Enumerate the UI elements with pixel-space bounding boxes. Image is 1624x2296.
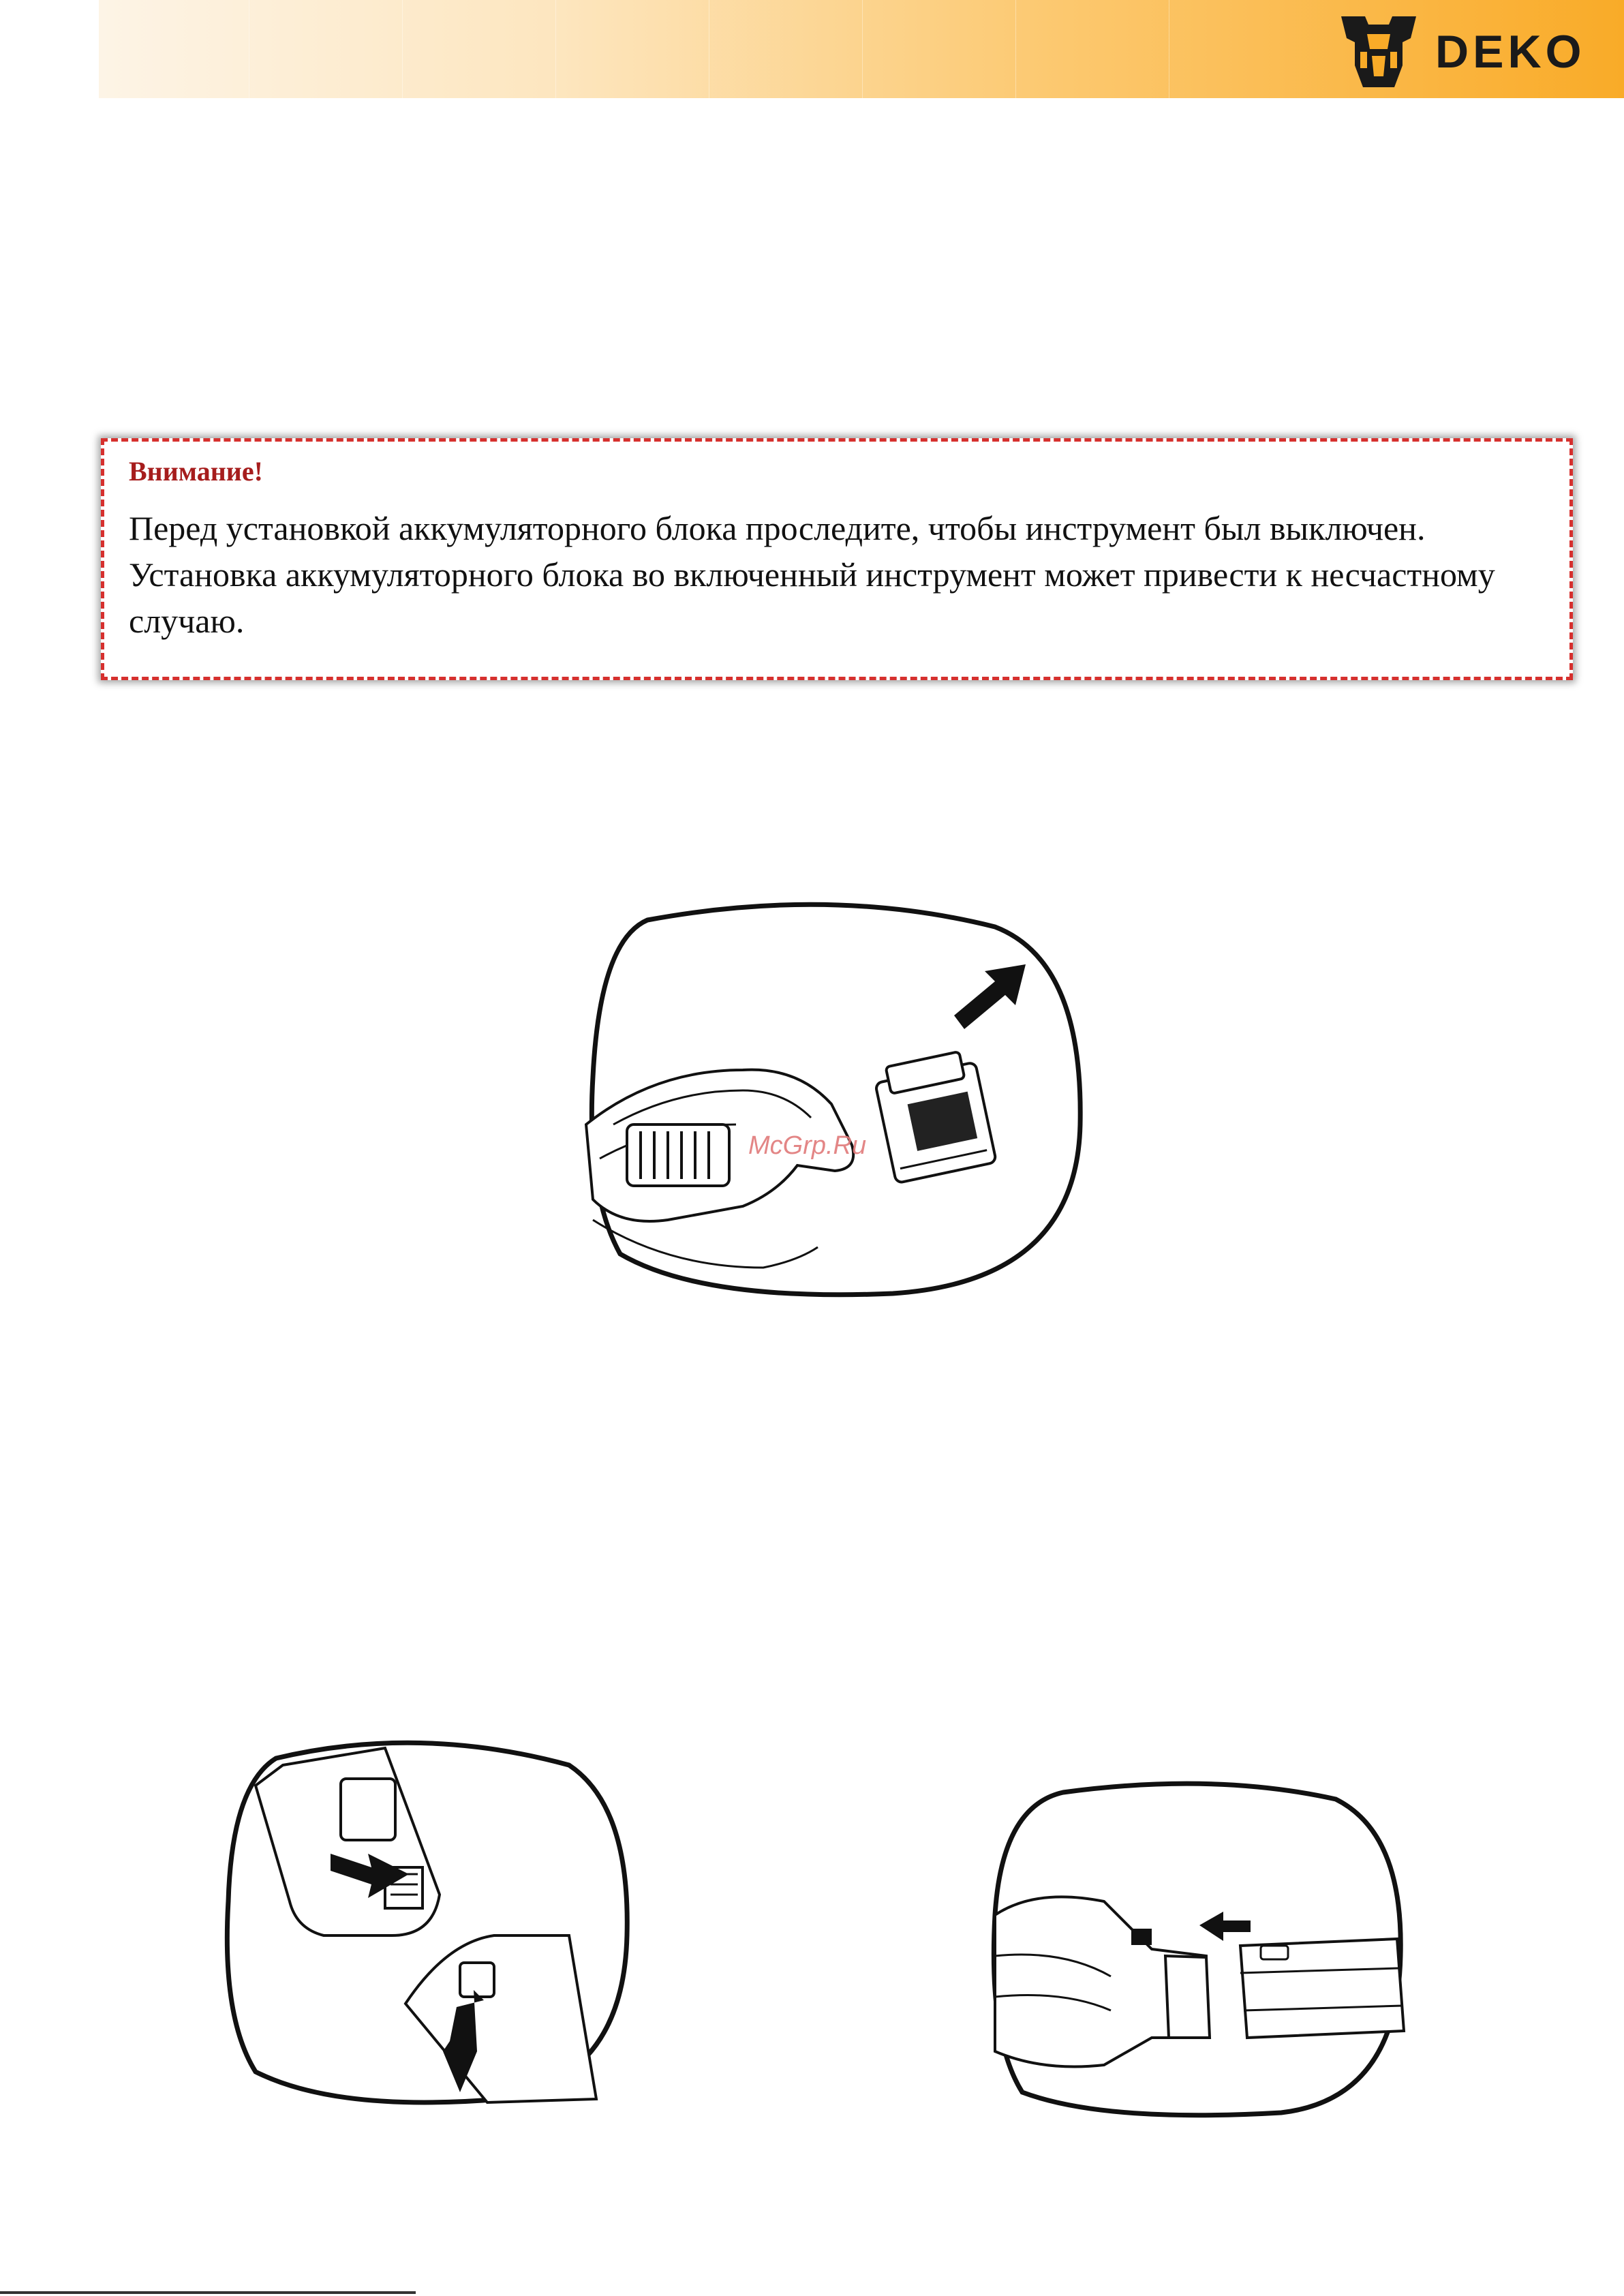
tube-latch-illustration: [215, 1731, 637, 2113]
battery-removal-illustration: [572, 900, 1090, 1302]
warning-text: Перед установкой аккумуляторного блока проследите, чтобы инструмент был выключен. Установка аккумуляторного блока во включенный инструмент может привести к несчастному случаю.: [129, 509, 1495, 640]
robot-emblem-icon: [1334, 11, 1423, 93]
tube-attach-illustration: [981, 1779, 1418, 2119]
header-divider: [555, 0, 556, 98]
brand-logo: [1334, 11, 1621, 93]
header-divider: [402, 0, 403, 98]
warning-box: [101, 438, 1573, 680]
header-divider: [1015, 0, 1016, 98]
watermark-text: McGrp.Ru: [748, 1131, 867, 1160]
footer-rule: [0, 2291, 416, 2294]
warning-title: Внимание!: [129, 456, 263, 487]
brand-name: DEKO: [1435, 26, 1586, 78]
header-divider: [862, 0, 863, 98]
